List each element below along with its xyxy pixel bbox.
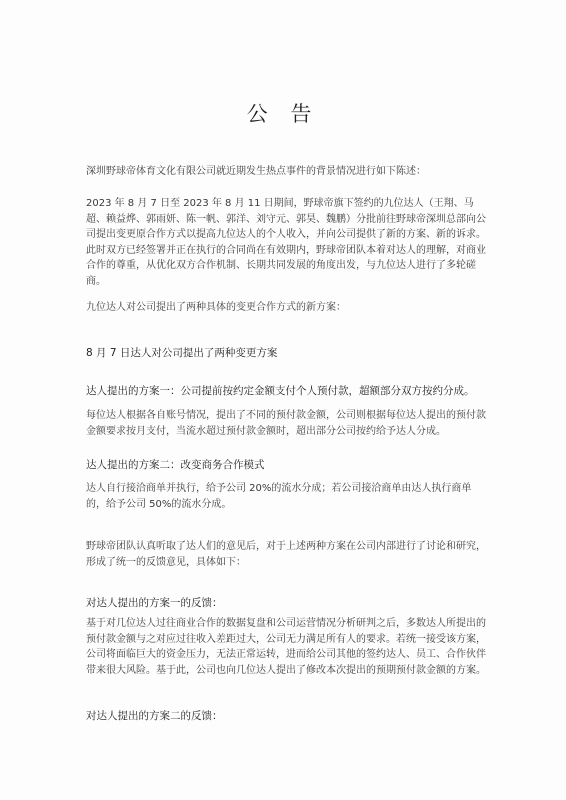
document-title: 公 告: [246, 102, 320, 127]
feedback-intro-paragraph: 野球帝团队认真听取了达人们的意见后，对于上述两种方案在公司内部进行了讨论和研究，形成了统一的反馈意见，具体如下：: [86, 541, 486, 568]
feedback-one-title: 对达人提出的方案一的反馈：: [86, 597, 223, 609]
plan-one-title: 达人提出的方案一：公司提前按约定金额支付个人预付款，超额部分双方按约分成。: [86, 385, 475, 397]
feedback-two-title: 对达人提出的方案二的反馈：: [86, 710, 223, 722]
section-heading: 8 月 7 日达人对公司提出了两种变更方案: [86, 347, 278, 359]
plan-two-body: 达人自行接洽商单并执行，给予公司 20%的流水分成；若公司接洽商单由达人执行商单的，给予公司 50%的流水分成。: [86, 483, 472, 510]
background-paragraph: 2023 年 8 月 7 日至 2023 年 8 月 11 日期间，野球帝旗下签约的九位达人（王翔、马超、赖益烨、郭雨妍、陈一帆、郭洋、刘守元、郭昊、魏鹏）分批前往野球帝深圳总部向公司提出变更原合作方式以提高九位达人的个人收入，并向公司提供了新的方案、新的诉求。此时双方已经签署并正在执行的合同尚在有效期内，野球帝团队本着对达人的理解，对商业合作的尊重，从优化双方合作机制、长期共同发展的角度出发，与九位达人进行了多轮磋商。: [86, 198, 486, 287]
plan-two-title: 达人提出的方案二：改变商务合作模式: [86, 459, 265, 471]
intro-paragraph: 深圳野球帝体育文化有限公司就近期发生热点事件的背景情况进行如下陈述：: [86, 166, 426, 177]
plan-one-body: 每位达人根据各自账号情况，提出了不同的预付款金额，公司则根据每位达人提出的预付款金额要求按月支付，当流水超过预付款金额时，超出部分公司按约给予达人分成。: [86, 410, 486, 437]
summary-paragraph: 九位达人对公司提出了两种具体的变更合作方式的新方案：: [86, 302, 346, 313]
feedback-one-body: 基于对几位达人过往商业合作的数据复盘和公司运营情况分析研判之后，多数达人所提出的预付款金额与之对应过往收入差距过大，公司无力满足所有人的要求。若统一接受该方案，公司将面临巨大的资金压力，无法正常运转，进而给公司其他的签约达人、员工、合作伙伴带来很大风险。基于此，公司也向几位达人提出了修改本次提出的预期预付款金额的方案。: [86, 618, 486, 676]
